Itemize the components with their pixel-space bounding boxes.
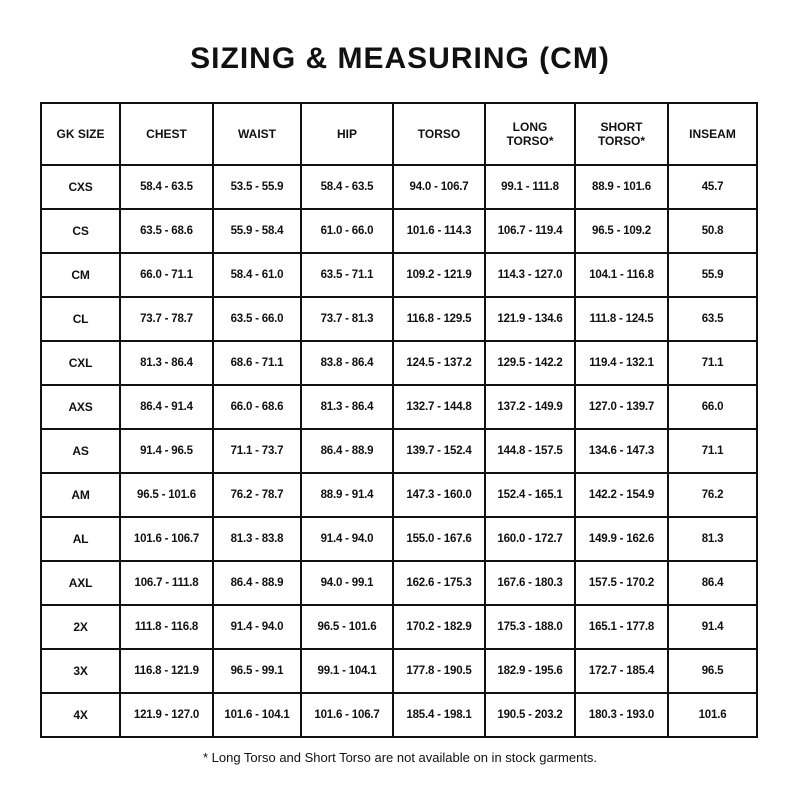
header-waist: WAIST [213, 103, 301, 165]
short-torso-cell: 165.1 - 177.8 [575, 605, 668, 649]
waist-cell: 81.3 - 83.8 [213, 517, 301, 561]
waist-cell: 68.6 - 71.1 [213, 341, 301, 385]
long-torso-cell: 114.3 - 127.0 [485, 253, 575, 297]
short-torso-cell: 88.9 - 101.6 [575, 165, 668, 209]
short-torso-cell: 149.9 - 162.6 [575, 517, 668, 561]
torso-cell: 124.5 - 137.2 [393, 341, 485, 385]
short-torso-cell: 172.7 - 185.4 [575, 649, 668, 693]
waist-cell: 76.2 - 78.7 [213, 473, 301, 517]
chest-cell: 116.8 - 121.9 [120, 649, 213, 693]
short-torso-cell: 111.8 - 124.5 [575, 297, 668, 341]
inseam-cell: 71.1 [668, 429, 757, 473]
footnote: * Long Torso and Short Torso are not available on in stock garments. [202, 750, 598, 765]
hip-cell: 83.8 - 86.4 [301, 341, 393, 385]
torso-cell: 132.7 - 144.8 [393, 385, 485, 429]
chest-cell: 63.5 - 68.6 [120, 209, 213, 253]
table-row [41, 649, 757, 693]
waist-cell: 91.4 - 94.0 [213, 605, 301, 649]
chest-cell: 66.0 - 71.1 [120, 253, 213, 297]
long-torso-cell: 121.9 - 134.6 [485, 297, 575, 341]
hip-cell: 81.3 - 86.4 [301, 385, 393, 429]
short-torso-cell: 142.2 - 154.9 [575, 473, 668, 517]
long-torso-cell: 152.4 - 165.1 [485, 473, 575, 517]
torso-cell: 170.2 - 182.9 [393, 605, 485, 649]
hip-cell: 94.0 - 99.1 [301, 561, 393, 605]
torso-cell: 185.4 - 198.1 [393, 693, 485, 737]
page-title: SIZING & MEASURING (CM) [190, 42, 610, 75]
inseam-cell: 76.2 [668, 473, 757, 517]
size-cell: AS [41, 429, 120, 473]
header-torso: TORSO [393, 103, 485, 165]
torso-cell: 147.3 - 160.0 [393, 473, 485, 517]
inseam-cell: 55.9 [668, 253, 757, 297]
table-row [41, 209, 757, 253]
torso-cell: 116.8 - 129.5 [393, 297, 485, 341]
chest-cell: 86.4 - 91.4 [120, 385, 213, 429]
short-torso-cell: 119.4 - 132.1 [575, 341, 668, 385]
header-inseam: INSEAM [668, 103, 757, 165]
hip-cell: 96.5 - 101.6 [301, 605, 393, 649]
long-torso-cell: 167.6 - 180.3 [485, 561, 575, 605]
inseam-cell: 101.6 [668, 693, 757, 737]
inseam-cell: 81.3 [668, 517, 757, 561]
chest-cell: 111.8 - 116.8 [120, 605, 213, 649]
table-row [41, 253, 757, 297]
size-cell: CXL [41, 341, 120, 385]
table-row [41, 385, 757, 429]
long-torso-cell: 99.1 - 111.8 [485, 165, 575, 209]
size-cell: CXS [41, 165, 120, 209]
inseam-cell: 71.1 [668, 341, 757, 385]
waist-cell: 86.4 - 88.9 [213, 561, 301, 605]
header-hip: HIP [301, 103, 393, 165]
short-torso-cell: 180.3 - 193.0 [575, 693, 668, 737]
waist-cell: 66.0 - 68.6 [213, 385, 301, 429]
waist-cell: 71.1 - 73.7 [213, 429, 301, 473]
waist-cell: 101.6 - 104.1 [213, 693, 301, 737]
torso-cell: 177.8 - 190.5 [393, 649, 485, 693]
hip-cell: 73.7 - 81.3 [301, 297, 393, 341]
size-cell: CM [41, 253, 120, 297]
table-row [41, 517, 757, 561]
chest-cell: 121.9 - 127.0 [120, 693, 213, 737]
hip-cell: 101.6 - 106.7 [301, 693, 393, 737]
chest-cell: 81.3 - 86.4 [120, 341, 213, 385]
size-cell: CS [41, 209, 120, 253]
short-torso-cell: 104.1 - 116.8 [575, 253, 668, 297]
hip-cell: 99.1 - 104.1 [301, 649, 393, 693]
torso-cell: 155.0 - 167.6 [393, 517, 485, 561]
waist-cell: 55.9 - 58.4 [213, 209, 301, 253]
chest-cell: 73.7 - 78.7 [120, 297, 213, 341]
header-gk-size: GK SIZE [41, 103, 120, 165]
size-cell: AM [41, 473, 120, 517]
long-torso-cell: 160.0 - 172.7 [485, 517, 575, 561]
hip-cell: 88.9 - 91.4 [301, 473, 393, 517]
waist-cell: 63.5 - 66.0 [213, 297, 301, 341]
size-cell: AXL [41, 561, 120, 605]
size-cell: 2X [41, 605, 120, 649]
table-row [41, 473, 757, 517]
hip-cell: 86.4 - 88.9 [301, 429, 393, 473]
chest-cell: 96.5 - 101.6 [120, 473, 213, 517]
inseam-cell: 91.4 [668, 605, 757, 649]
long-torso-cell: 190.5 - 203.2 [485, 693, 575, 737]
long-torso-cell: 144.8 - 157.5 [485, 429, 575, 473]
size-cell: AXS [41, 385, 120, 429]
table-row [41, 165, 757, 209]
short-torso-cell: 134.6 - 147.3 [575, 429, 668, 473]
table-row [41, 297, 757, 341]
hip-cell: 58.4 - 63.5 [301, 165, 393, 209]
inseam-cell: 45.7 [668, 165, 757, 209]
table-row [41, 605, 757, 649]
header-long-torso: LONG TORSO* [485, 103, 575, 165]
table-row [41, 341, 757, 385]
inseam-cell: 96.5 [668, 649, 757, 693]
waist-cell: 53.5 - 55.9 [213, 165, 301, 209]
torso-cell: 109.2 - 121.9 [393, 253, 485, 297]
long-torso-cell: 175.3 - 188.0 [485, 605, 575, 649]
chest-cell: 106.7 - 111.8 [120, 561, 213, 605]
short-torso-cell: 96.5 - 109.2 [575, 209, 668, 253]
torso-cell: 139.7 - 152.4 [393, 429, 485, 473]
inseam-cell: 63.5 [668, 297, 757, 341]
size-cell: 3X [41, 649, 120, 693]
size-cell: AL [41, 517, 120, 561]
sizing-table [40, 102, 758, 738]
chest-cell: 58.4 - 63.5 [120, 165, 213, 209]
table-row [41, 429, 757, 473]
header-chest: CHEST [120, 103, 213, 165]
long-torso-cell: 129.5 - 142.2 [485, 341, 575, 385]
size-cell: CL [41, 297, 120, 341]
size-cell: 4X [41, 693, 120, 737]
inseam-cell: 66.0 [668, 385, 757, 429]
inseam-cell: 50.8 [668, 209, 757, 253]
waist-cell: 58.4 - 61.0 [213, 253, 301, 297]
hip-cell: 61.0 - 66.0 [301, 209, 393, 253]
table-row [41, 693, 757, 737]
long-torso-cell: 106.7 - 119.4 [485, 209, 575, 253]
torso-cell: 162.6 - 175.3 [393, 561, 485, 605]
table-row [41, 561, 757, 605]
chest-cell: 101.6 - 106.7 [120, 517, 213, 561]
waist-cell: 96.5 - 99.1 [213, 649, 301, 693]
header-short-torso: SHORT TORSO* [575, 103, 668, 165]
short-torso-cell: 157.5 - 170.2 [575, 561, 668, 605]
hip-cell: 91.4 - 94.0 [301, 517, 393, 561]
short-torso-cell: 127.0 - 139.7 [575, 385, 668, 429]
inseam-cell: 86.4 [668, 561, 757, 605]
table-header-row [41, 103, 757, 165]
hip-cell: 63.5 - 71.1 [301, 253, 393, 297]
torso-cell: 101.6 - 114.3 [393, 209, 485, 253]
table-body [41, 165, 757, 737]
long-torso-cell: 182.9 - 195.6 [485, 649, 575, 693]
long-torso-cell: 137.2 - 149.9 [485, 385, 575, 429]
torso-cell: 94.0 - 106.7 [393, 165, 485, 209]
chest-cell: 91.4 - 96.5 [120, 429, 213, 473]
